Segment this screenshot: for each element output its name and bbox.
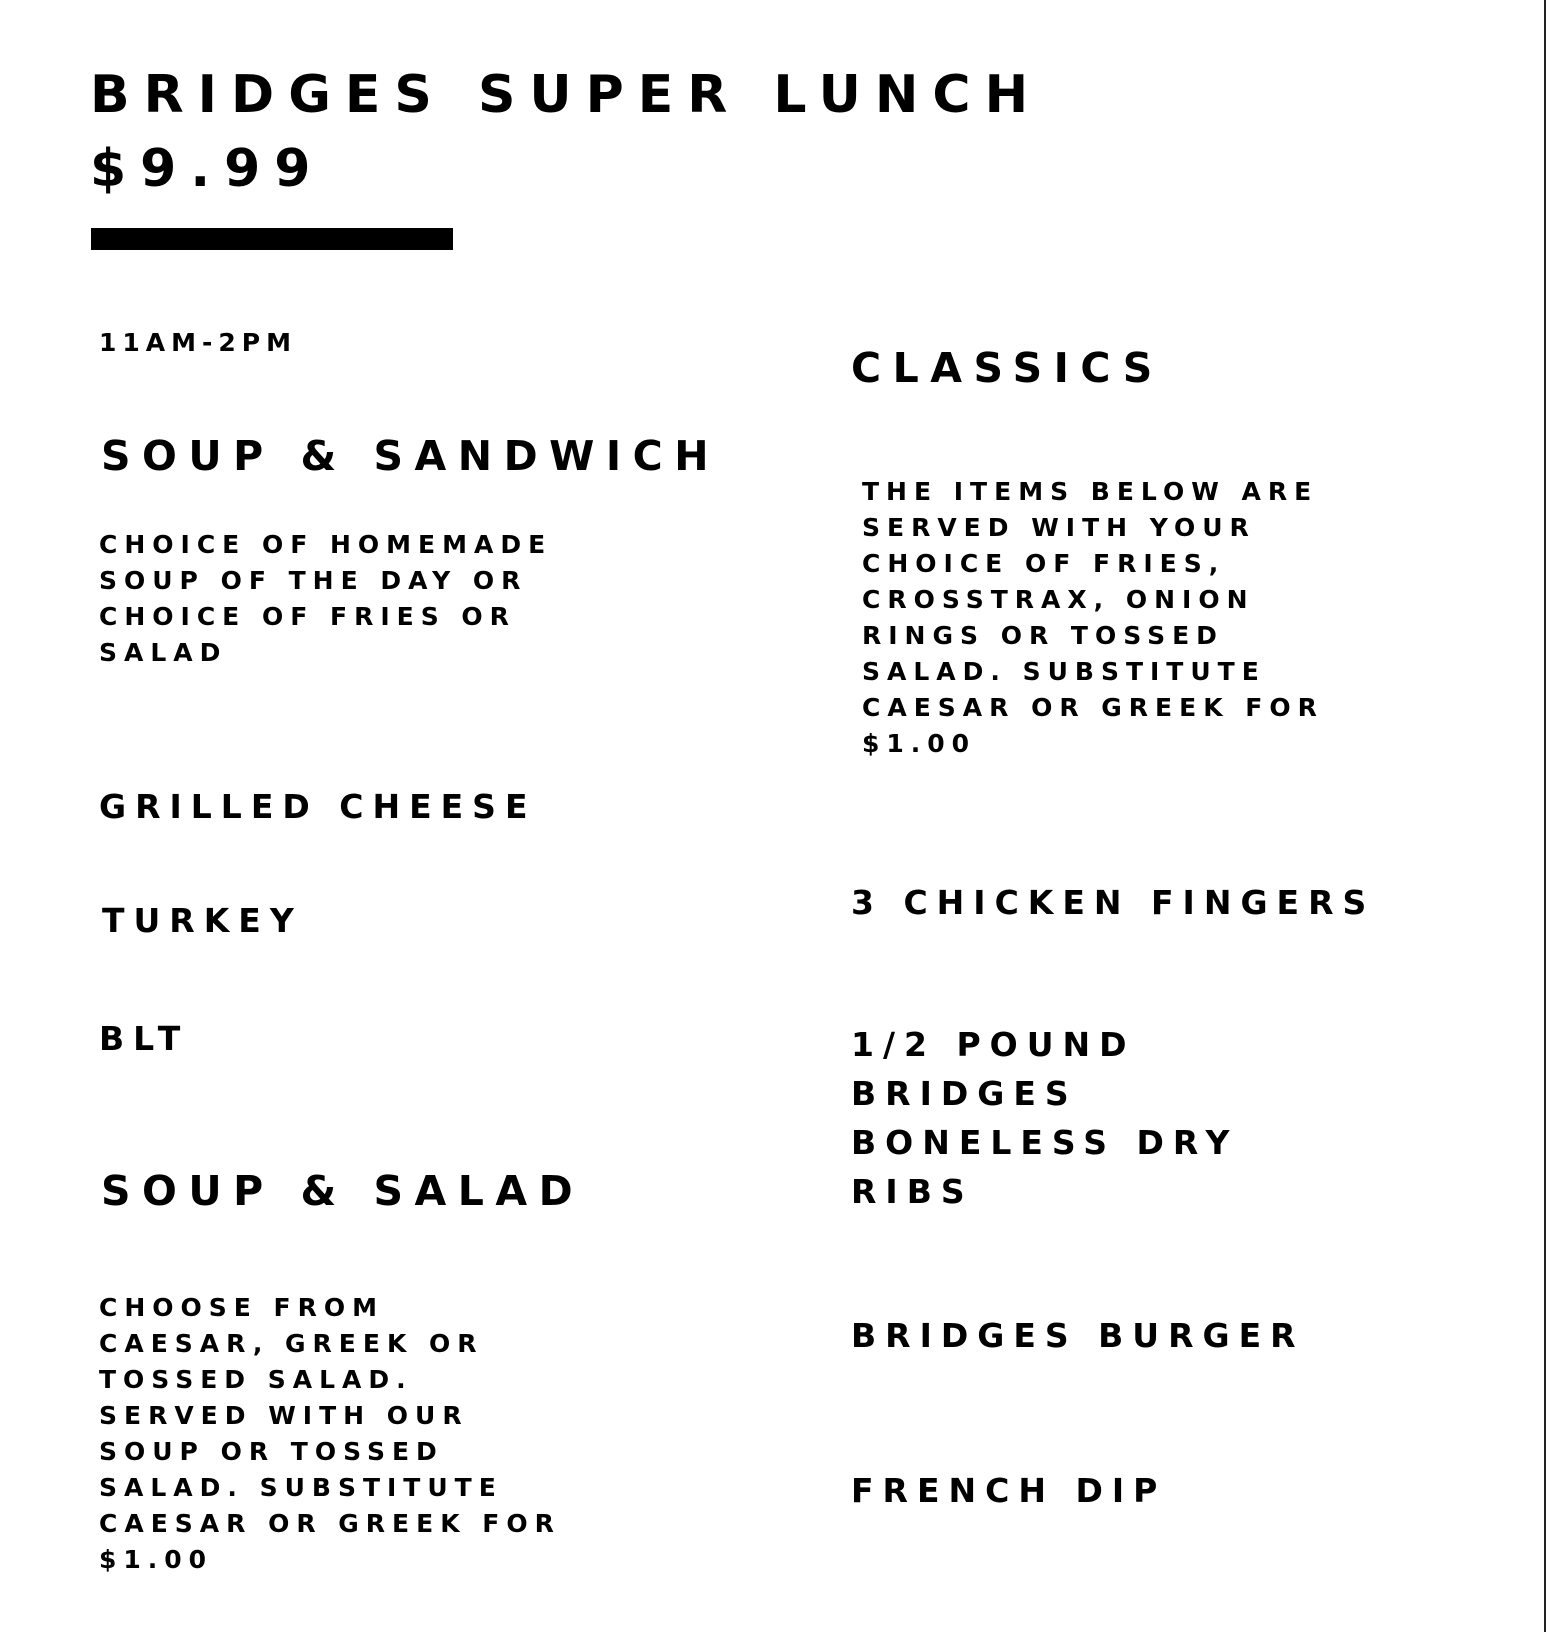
soup-salad-description (99, 1290, 561, 1578)
soup-salad-description-line: TOSSED SALAD. (99, 1365, 413, 1394)
menu-item-ribs-line: BONELESS DRY (851, 1123, 1239, 1162)
classics-description-line: CROSSTRAX, ONION (862, 585, 1255, 614)
soup-sandwich-description-line: SALAD (99, 638, 228, 667)
classics-description-line: $1.00 (862, 729, 977, 758)
soup-salad-description-line: CAESAR OR GREEK FOR (99, 1509, 561, 1538)
classics-description-line: SERVED WITH YOUR (862, 513, 1256, 542)
menu-title (90, 58, 1042, 206)
soup-sandwich-description-line: CHOICE OF HOMEMADE (99, 530, 553, 559)
menu-item-bridges-burger: BRIDGES BURGER (851, 1316, 1305, 1355)
soup-salad-heading: SOUP & SALAD (101, 1167, 585, 1215)
soup-sandwich-description-line: SOUP OF THE DAY OR (99, 566, 528, 595)
menu-price: $9.99 (90, 139, 325, 199)
soup-sandwich-description-line: CHOICE OF FRIES OR (99, 602, 516, 631)
classics-heading: CLASSICS (851, 344, 1164, 392)
classics-description-line: SALAD. SUBSTITUTE (862, 657, 1266, 686)
soup-sandwich-heading: SOUP & SANDWICH (101, 432, 721, 480)
classics-description-line: RINGS OR TOSSED (862, 621, 1224, 650)
menu-title-line-1: BRIDGES SUPER LUNCH (90, 65, 1043, 125)
soup-salad-description-line: CHOOSE FROM (99, 1293, 385, 1322)
menu-item-ribs-line: RIBS (851, 1172, 974, 1211)
lunch-hours: 11AM-2PM (99, 328, 297, 357)
menu-item-french-dip: FRENCH DIP (851, 1471, 1167, 1510)
soup-salad-description-line: SERVED WITH OUR (99, 1401, 469, 1430)
soup-salad-description-line: SALAD. SUBSTITUTE (99, 1473, 503, 1502)
classics-description (862, 474, 1324, 762)
soup-sandwich-description (99, 527, 552, 671)
menu-item-grilled-cheese: GRILLED CHEESE (99, 787, 537, 826)
menu-item-turkey: TURKEY (102, 901, 303, 940)
soup-salad-description-line: CAESAR, GREEK OR (99, 1329, 484, 1358)
menu-item-ribs-line: 1/2 POUND (851, 1025, 1136, 1064)
menu-item-chicken-fingers: 3 CHICKEN FINGERS (851, 883, 1376, 922)
classics-description-line: THE ITEMS BELOW ARE (862, 477, 1319, 506)
soup-salad-description-line: $1.00 (99, 1545, 214, 1574)
classics-description-line: CHOICE OF FRIES, (862, 549, 1226, 578)
menu-item-blt: BLT (99, 1019, 190, 1058)
menu-item-ribs-line: BRIDGES (851, 1074, 1078, 1113)
title-underline-bar (91, 228, 453, 250)
soup-salad-description-line: SOUP OR TOSSED (99, 1437, 444, 1466)
classics-description-line: CAESAR OR GREEK FOR (862, 693, 1324, 722)
menu-item-boneless-dry-ribs (851, 1020, 1238, 1216)
